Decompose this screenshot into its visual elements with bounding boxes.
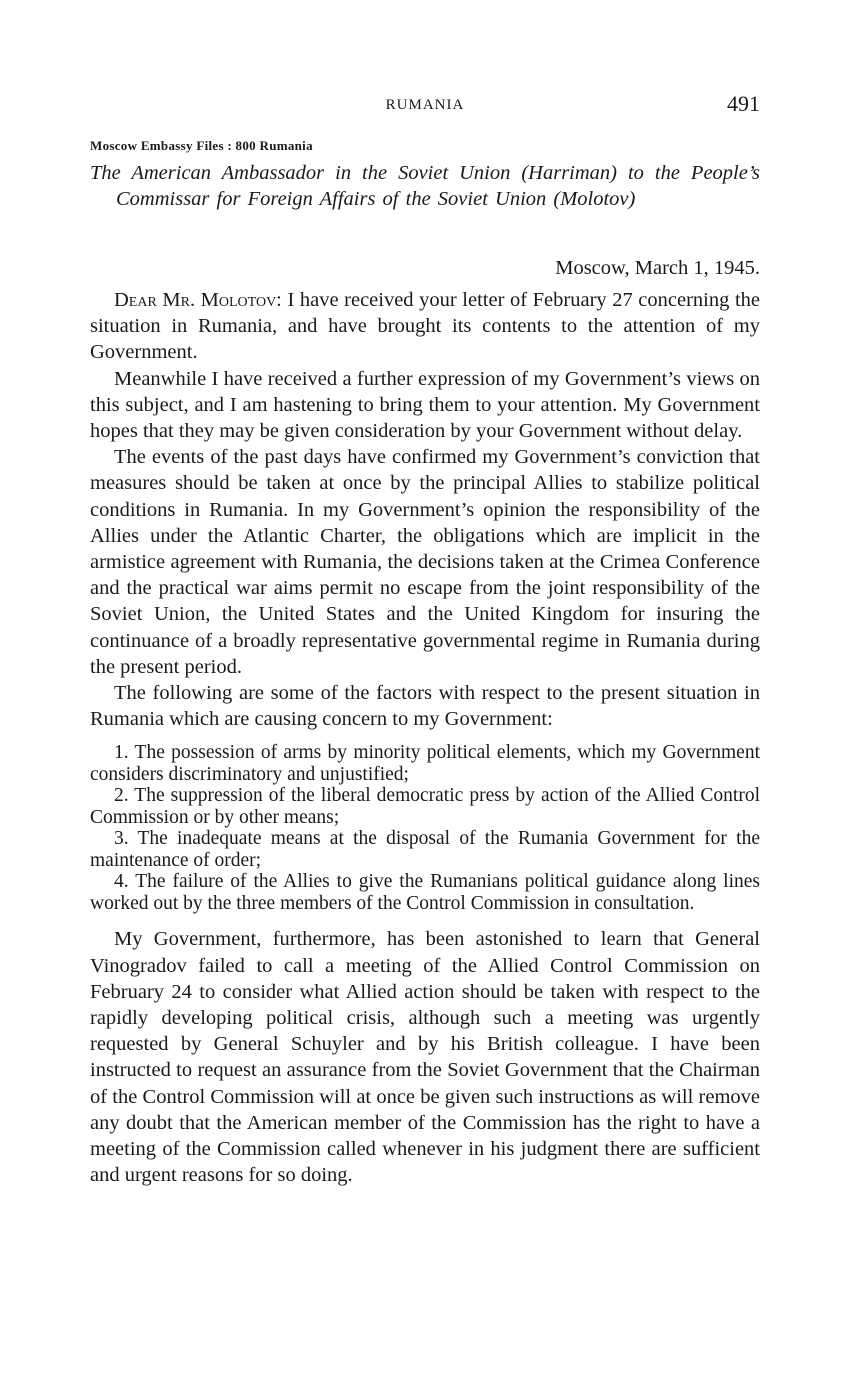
paragraph [90,287,760,366]
document-title: The American Ambassador in the Soviet Union (Harriman) to the People’s Commissar for Foreign Affairs of the Soviet Union (Molotov) [90,162,760,210]
paragraph-text: I have received your letter of February 27 concerning the situation in Rumania, and have brought its contents to the attention of my Government. [90,289,760,364]
paragraph: The following are some of the factors with respect to the present situation in Rumania which are causing concern to my Government: [90,682,760,731]
list-item: 1. The possession of arms by minority political elements, which my Government considers discriminatory and unjustified; [90,742,760,785]
page-header [90,91,760,121]
letter-body [90,287,760,1188]
paragraph: Meanwhile I have received a further expression of my Government’s views on this subject, and I am hastening to bring them to your attention. My Government hopes that they may be given consideration by your Government without delay. [90,367,760,443]
list-item: 3. The inadequate means at the disposal of the Rumania Government for the maintenance of order; [90,828,760,871]
dateline: Moscow, March 1, 1945. [555,257,760,279]
page-number: 491 [727,91,760,116]
source-citation: Moscow Embassy Files : 800 Rumania [90,138,313,153]
list-item: 4. The failure of the Allies to give the Rumanians political guidance along lines worked out by the three members of the Control Commission in consultation. [90,871,760,914]
closing-paragraph: My Government, furthermore, has been astonished to learn that General Vinogradov failed to call a meeting of the Allied Control Commission on February 24 to consider what Allied action should be taken with respect to the rapidly developing political crisis, although such a meeting was urgently requested by General Schuyler and by his British colleague. I have been instructed to request an assurance from the Soviet Government that the Chairman of the Control Commission will at once be given such instructions as will remove any doubt that the American member of the Commission has the right to have a meeting of the Commission called whenever in his judgment there are sufficient and urgent reasons for so doing. [90,928,760,1187]
running-head: RUMANIA [385,97,465,113]
list-item: 2. The suppression of the liberal democratic press by action of the Allied Control Commission or by other means; [90,785,760,828]
salutation: Dear Mr. Molotov: [114,289,282,311]
paragraph: The events of the past days have confirmed my Government’s conviction that measures should be taken at once by the principal Allies to stabilize political conditions in Rumania. In my Government’s opinion the responsibility of the Allies under the Atlantic Charter, the obligations which are implicit in the armistice agreement with Rumania, the decisions taken at the Crimea Conference and the practical war aims permit no escape from the joint responsibility of the Soviet Union, the United States and the United Kingdom for insuring the continuance of a broadly representative governmental regime in Rumania during the present period. [90,446,760,678]
concerns-list [90,742,760,914]
